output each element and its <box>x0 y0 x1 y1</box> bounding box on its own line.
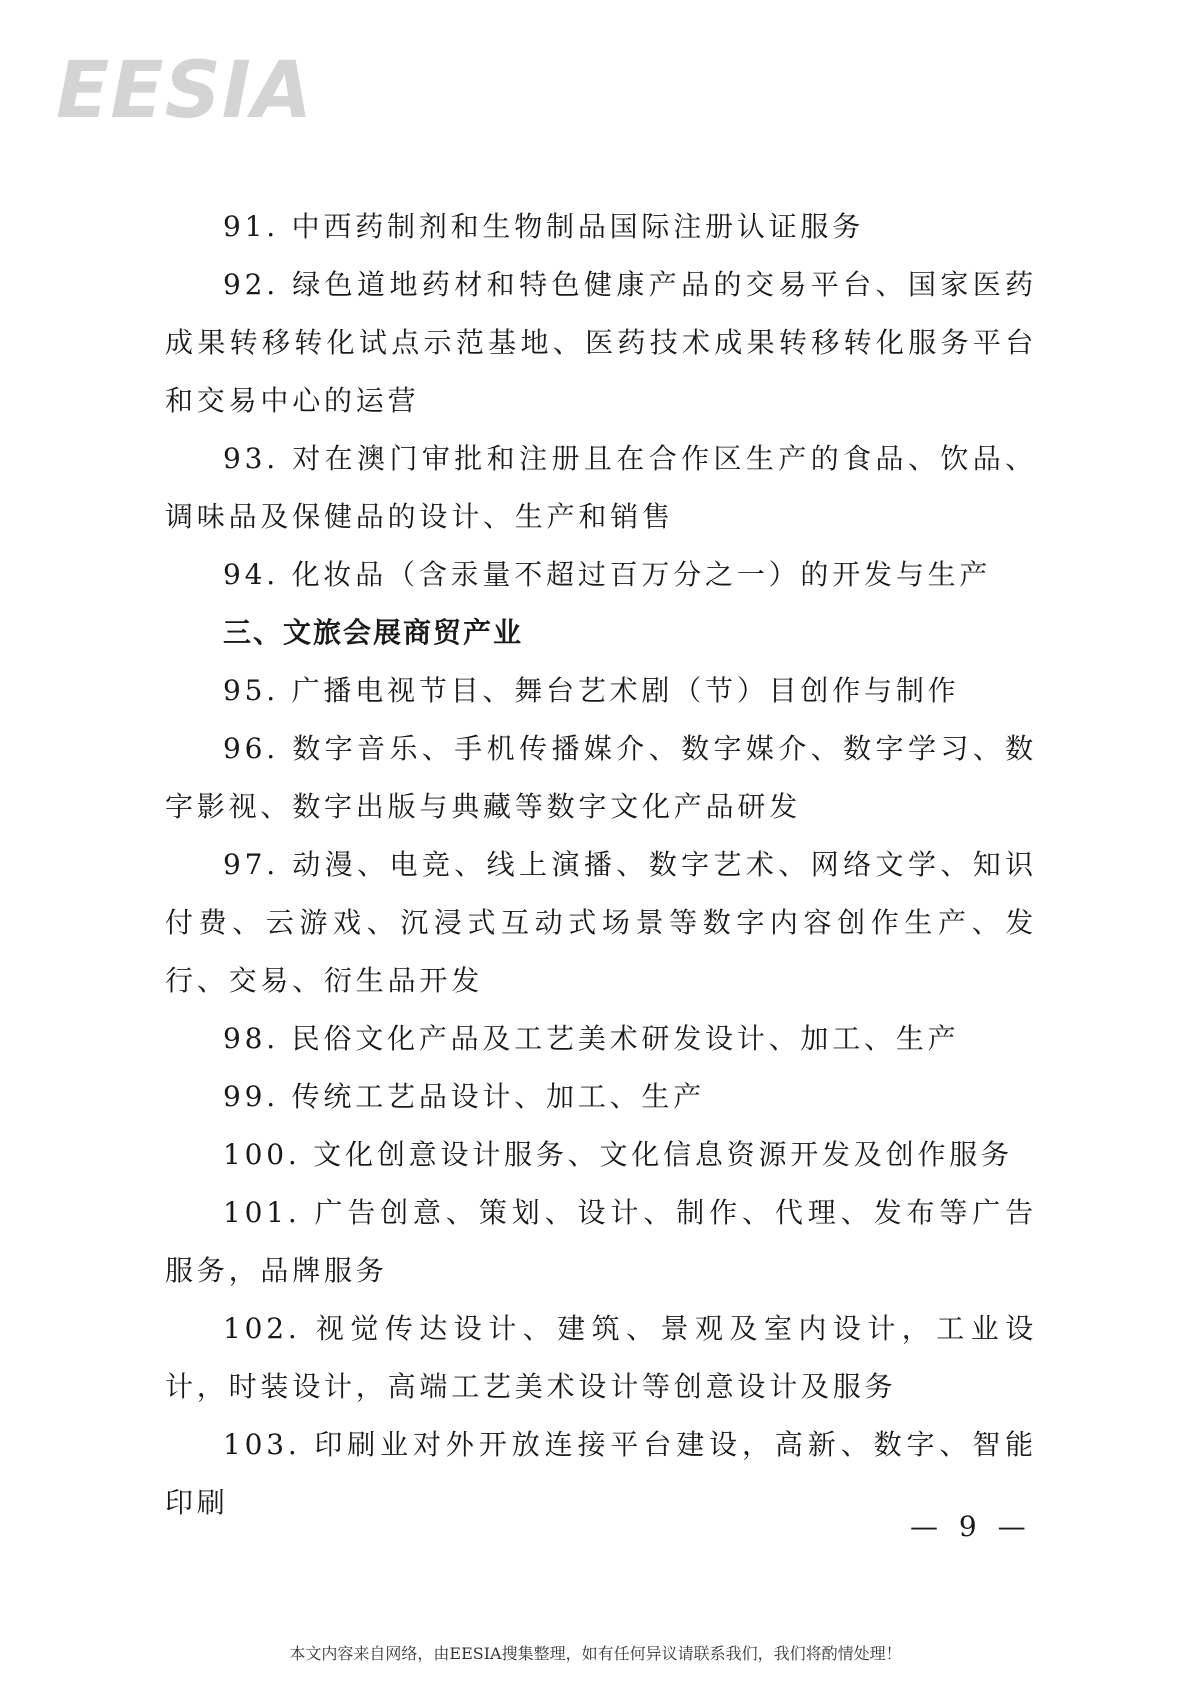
list-item-96: 96. 数字音乐、手机传播媒介、数字媒介、数字学习、数字影视、数字出版与典藏等数字文化产品研发 <box>165 732 1037 823</box>
list-item-101: 101. 广告创意、策划、设计、制作、代理、发布等广告服务，品牌服务 <box>165 1196 1037 1287</box>
list-item-92: 92. 绿色道地药材和特色健康产品的交易平台、国家医药成果转移转化试点示范基地、医药技术成果转移转化服务平台和交易中心的运营 <box>165 268 1037 417</box>
eesia-logo: EESIA <box>56 46 314 136</box>
list-item-99: 99. 传统工艺品设计、加工、生产 <box>223 1080 706 1113</box>
page-number: — 9 — <box>910 1510 1032 1543</box>
list-item-91: 91. 中西药制剂和生物制品国际注册认证服务 <box>223 210 865 243</box>
list-item-100: 100. 文化创意设计服务、文化信息资源开发及创作服务 <box>223 1138 1013 1171</box>
footer-disclaimer: 本文内容来自网络，由EESIA搜集整理，如有任何异议请联系我们，我们将酌情处理！ <box>289 1644 902 1663</box>
list-item-94: 94. 化妆品（含汞量不超过百万分之一）的开发与生产 <box>223 558 992 591</box>
document-body <box>165 198 1037 1532</box>
list-item-103: 103. 印刷业对外开放连接平台建设，高新、数字、智能印刷 <box>165 1428 1037 1519</box>
list-item-97: 97. 动漫、电竞、线上演播、数字艺术、网络文学、知识付费、云游戏、沉浸式互动式场景等数字内容创作生产、发行、交易、衍生品开发 <box>165 848 1037 997</box>
list-item-102: 102. 视觉传达设计、建筑、景观及室内设计，工业设计，时装设计，高端工艺美术设计等创意设计及服务 <box>165 1312 1037 1403</box>
list-item-95: 95. 广播电视节目、舞台艺术剧（节）目创作与制作 <box>223 674 960 707</box>
list-item-98: 98. 民俗文化产品及工艺美术研发设计、加工、生产 <box>223 1022 960 1055</box>
list-item-93: 93. 对在澳门审批和注册且在合作区生产的食品、饮品、调味品及保健品的设计、生产和销售 <box>165 442 1037 533</box>
section-heading: 三、文旅会展商贸产业 <box>223 616 524 649</box>
